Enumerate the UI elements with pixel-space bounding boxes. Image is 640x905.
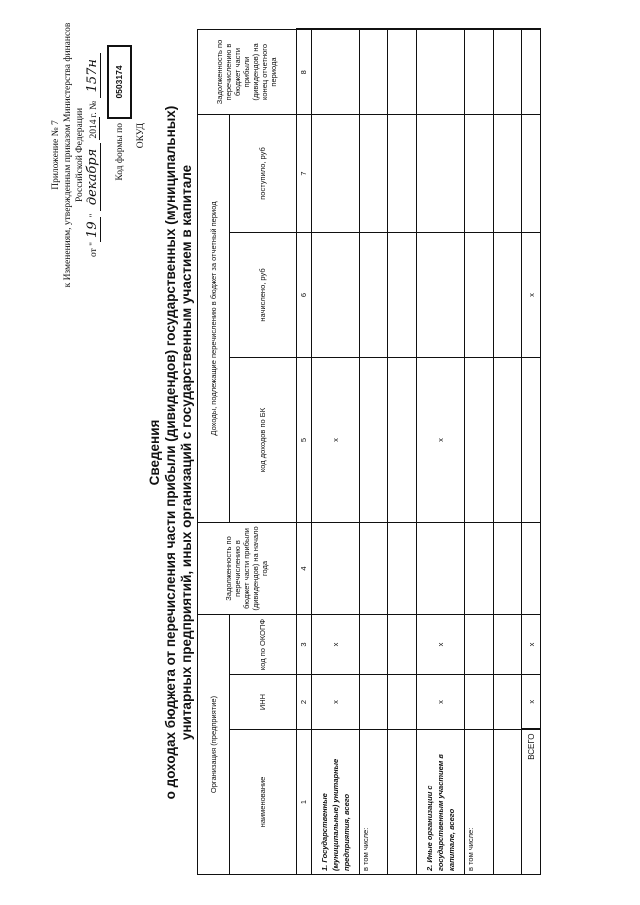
table-row bbox=[416, 29, 464, 874]
cell-empty bbox=[522, 357, 541, 522]
date-prefix: от " bbox=[89, 241, 99, 257]
form-subtitle-line1: о доходах бюджета от перечисления части прибыли (дивидендов) государственных (муниципальных) bbox=[163, 105, 178, 800]
column-number-row bbox=[296, 29, 311, 874]
cell-empty bbox=[416, 114, 464, 232]
row-including-label: в том числе: bbox=[360, 730, 388, 875]
col-number: 2 bbox=[296, 675, 311, 730]
cell-mark: х bbox=[311, 614, 359, 674]
income-table bbox=[197, 28, 541, 875]
cell-empty bbox=[416, 232, 464, 357]
row-unitary-enterprises: 1. Государственные (муниципальные) унитарные предприятия, всего bbox=[311, 730, 359, 875]
table-row bbox=[311, 29, 359, 874]
appendix-number: Приложение № 7 bbox=[51, 120, 61, 190]
header-name: наименование bbox=[229, 730, 296, 875]
cell-empty bbox=[311, 232, 359, 357]
date-suffix: г. № bbox=[89, 100, 99, 118]
header-organization: Организация (предприятие) bbox=[198, 614, 230, 874]
header-kbk: код доходов по БК bbox=[229, 357, 296, 522]
cell-empty bbox=[522, 114, 541, 232]
table-row bbox=[493, 29, 521, 874]
okud-label: Код формы по ОКУД bbox=[115, 123, 146, 181]
header-inn: ИНН bbox=[229, 675, 296, 730]
cell-empty bbox=[311, 29, 359, 114]
cell-mark: х bbox=[416, 357, 464, 522]
order-number: 157н bbox=[85, 53, 101, 98]
cell-mark: х bbox=[522, 675, 541, 730]
total-label: ВСЕГО bbox=[522, 730, 541, 875]
cell-empty bbox=[522, 522, 541, 614]
appendix-block bbox=[50, 5, 100, 305]
header-income: Доходы, подлежащие перечислению в бюджет за отчетный период bbox=[198, 114, 230, 522]
cell-mark: х bbox=[311, 675, 359, 730]
header-received: поступило, руб bbox=[229, 114, 296, 232]
row-other-organizations: 2. Иные организации с государственным участием в капитале, всего bbox=[416, 730, 464, 875]
date-day: 19 bbox=[85, 217, 101, 242]
col-number: 6 bbox=[296, 232, 311, 357]
cell-mark: х bbox=[416, 614, 464, 674]
table-row bbox=[388, 29, 416, 874]
total-row bbox=[522, 29, 541, 874]
date-year: 2014 bbox=[89, 119, 99, 139]
appendix-date-line bbox=[87, 5, 100, 305]
appendix-order: к Изменениям, утвержденным приказом Министерства финансов bbox=[63, 22, 73, 288]
col-number: 3 bbox=[296, 614, 311, 674]
cell-empty bbox=[311, 522, 359, 614]
col-number: 8 bbox=[296, 29, 311, 114]
col-number: 4 bbox=[296, 522, 311, 614]
cell-empty bbox=[311, 114, 359, 232]
header-debt-end: Задолженность по перечислению в бюджет части прибыли (дивидендов) на конец отчетного периода bbox=[198, 29, 297, 114]
okud-code-box: 0503174 bbox=[107, 45, 132, 119]
header-okopf: код по ОКОПФ bbox=[229, 614, 296, 674]
date-month: декабря bbox=[85, 143, 101, 211]
col-number: 1 bbox=[296, 730, 311, 875]
cell-mark: х bbox=[416, 675, 464, 730]
header-debt-start: Задолженность по перечислению в бюджет части прибыли (дивидендов) на начало года bbox=[198, 522, 297, 614]
table-row bbox=[465, 29, 493, 874]
cell-mark: х bbox=[522, 232, 541, 357]
cell-empty bbox=[416, 29, 464, 114]
cell-empty bbox=[416, 522, 464, 614]
cell-empty bbox=[522, 29, 541, 114]
date-quote: " bbox=[89, 213, 99, 218]
table-row bbox=[360, 29, 388, 874]
header-accrued: начислено, руб bbox=[229, 232, 296, 357]
col-number: 5 bbox=[296, 357, 311, 522]
form-subtitle-line2: унитарных предприятий, иных организаций с государственным участием в капитале bbox=[179, 164, 194, 741]
col-number: 7 bbox=[296, 114, 311, 232]
appendix-federation: Российской Федерации bbox=[75, 107, 85, 203]
cell-mark: х bbox=[522, 614, 541, 674]
row-including-label: в том числе: bbox=[465, 730, 493, 875]
cell-mark: х bbox=[311, 357, 359, 522]
form-title: Сведения bbox=[147, 419, 162, 486]
